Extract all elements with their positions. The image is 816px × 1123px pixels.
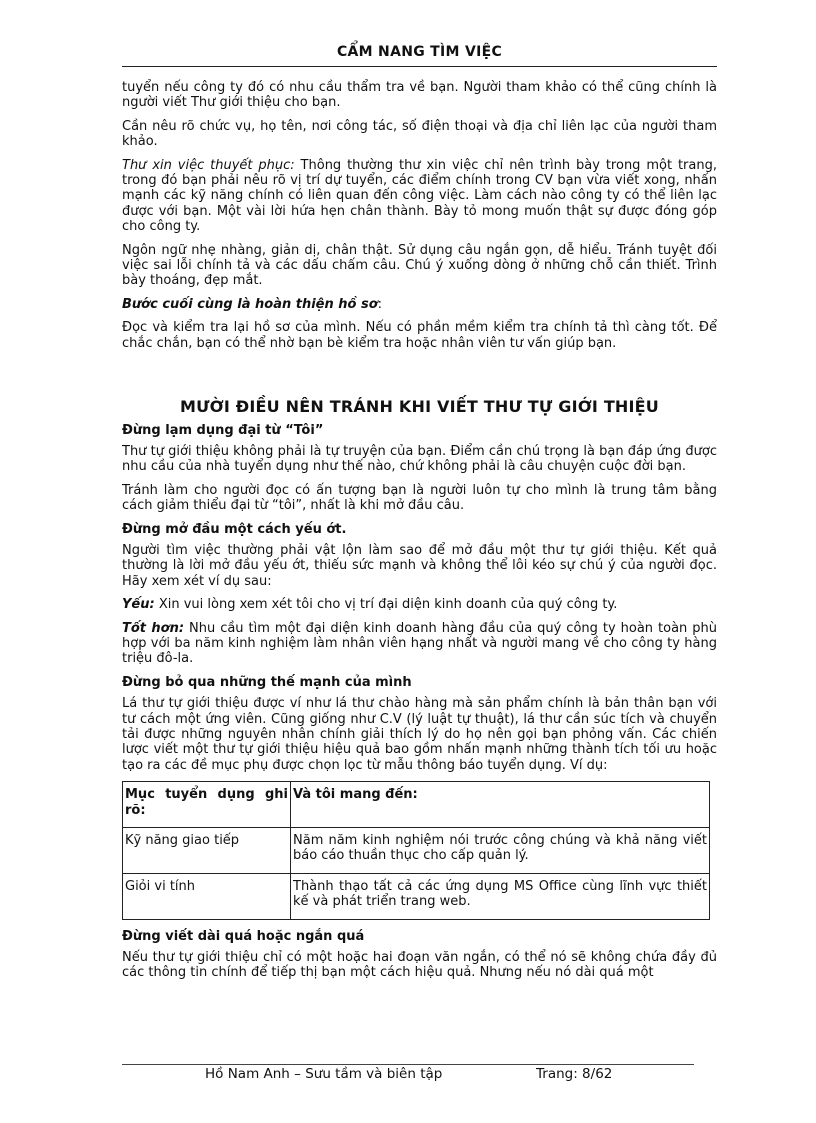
intro-paragraph-1: tuyển nếu công ty đó có nhu cầu thẩm tra về bạn. Người tham khảo có thể cũng chính là người viết Thư giới thiệu cho bạn. — [122, 80, 717, 111]
subheading-2: Đừng mở đầu một cách yếu ớt. — [122, 521, 347, 537]
table-header-cell: Mục tuyển dụng ghi rõ: — [123, 782, 291, 828]
document-body — [122, 80, 717, 989]
table-row — [123, 828, 710, 874]
header-divider — [122, 66, 717, 67]
table-cell: Kỹ năng giao tiếp — [123, 828, 291, 874]
table-row — [123, 873, 710, 919]
weak-example — [122, 597, 717, 612]
footer-divider — [122, 1064, 694, 1065]
weak-label: Yếu: — [122, 597, 155, 613]
table-header-cell: Và tôi mang đến: — [291, 782, 710, 828]
subheading-4: Đừng viết dài quá hoặc ngắn quá — [122, 928, 365, 944]
section1-paragraph-1: Thư tự giới thiệu không phải là tự truyện của bạn. Điểm cần chú trọng là bạn đáp ứng được nhu cầu của nhà tuyển dụng như thế nào, chứ không phải là câu chuyện cuộc đời bạn. — [122, 443, 717, 475]
page-header-title: CẨM NANG TÌM VIỆC — [336, 44, 503, 60]
table-cell: Năm năm kinh nghiệm nói trước công chúng và khả năng viết báo cáo thuần thục cho cấp quản lý. — [291, 828, 710, 874]
intro-paragraph-4: Ngôn ngữ nhẹ nhàng, giản dị, chân thật. Sử dụng câu ngắn gọn, dễ hiểu. Tránh tuyệt đối việc sai lỗi chính tả và các dấu chấm câu. Chú ý xuống dòng ở những chỗ cần thiết. Trình bày thoáng, đẹp mắt. — [122, 242, 717, 289]
intro-paragraph-6: Đọc và kiểm tra lại hồ sơ của mình. Nếu có phần mềm kiểm tra chính tả thì càng tốt. Để chắc chắn, bạn có thể nhờ bạn bè kiểm tra hoặc nhân viên tư vấn giúp bạn. — [122, 320, 717, 351]
subheading-3: Đừng bỏ qua những thế mạnh của mình — [122, 674, 412, 690]
better-text: Nhu cầu tìm một đại diện kinh doanh hàng đầu của quý công ty hoàn toàn phù hợp với ba năm kinh nghiệm làm nhân viên hạng nhất và người mang về cho công ty hàng triệu đô-la. — [122, 620, 717, 667]
table-header-row — [123, 782, 710, 828]
better-label: Tốt hơn: — [122, 620, 185, 636]
section2-paragraph-1: Người tìm việc thường phải vật lộn làm sao để mở đầu một thư tự giới thiệu. Kết quả thường là lời mở đầu yếu ớt, thiếu sức mạnh và không thể lôi kéo sự chú ý của người đọc. Hãy xem xét ví dụ sau: — [122, 542, 717, 589]
final-step-heading — [122, 297, 717, 312]
table-cell: Giỏi vi tính — [123, 873, 291, 919]
page-number: Trang: 8/62 — [536, 1066, 613, 1082]
section1-paragraph-2: Tránh làm cho người đọc có ấn tượng bạn là người luôn tự cho mình là trung tâm bằng cách giảm thiểu đại từ “tôi”, nhất là khi mở đầu câu. — [122, 482, 717, 514]
intro-paragraph-3 — [122, 158, 717, 235]
example-table — [122, 781, 710, 919]
final-step-label: Bước cuối cùng là hoàn thiện hồ sơ — [122, 296, 378, 312]
section-spacer — [122, 359, 717, 399]
section3-paragraph-1: Lá thư tự giới thiệu được ví như lá thư chào hàng mà sản phẩm chính là bản thân bạn với tư cách một ứng viên. Cũng giống như C.V (lý luật tự thuật), lá thư cần súc tích và chuyển tải được những nguyên nhân chính giải thích lý do họ nên gọi bạn phỏng vấn. Các chiến lược viết một thư tự giới thiệu hiệu quả bao gồm nhấn mạnh những thành tích tối ưu hoặc tạo ra các đề mục phụ được chọn lọc từ mẫu thông báo tuyển dụng. Ví dụ: — [122, 696, 717, 773]
cover-letter-label: Thư xin việc thuyết phục: — [122, 157, 295, 173]
section4-paragraph-1: Nếu thư tự giới thiệu chỉ có một hoặc hai đoạn văn ngắn, có thể nó sẽ không chứa đầy đủ các thông tin chính để tiếp thị bạn một cách hiệu quả. Nhưng nếu nó dài quá một — [122, 950, 717, 981]
intro-paragraph-2: Cần nêu rõ chức vụ, họ tên, nơi công tác, số điện thoại và địa chỉ liên lạc của người tham khảo. — [122, 118, 717, 150]
final-step-colon: : — [377, 296, 383, 312]
section-title: MƯỜI ĐIỀU NÊN TRÁNH KHI VIẾT THƯ TỰ GIỚI THIỆU — [179, 397, 659, 417]
cover-letter-text: Thông thường thư xin việc chỉ nên trình bày trong một trang, trong đó bạn phải nêu rõ vị trí dự tuyển, các điểm chính trong CV bạn vừa viết xong, nhấn mạnh các kỹ năng chính có liên quan đến công việc. Làm cách nào công ty có thể liên lạc được với bạn. Một vài lời hứa hẹn chân thành. Bày tỏ mong muốn thật sự được đóng góp cho công ty. — [122, 157, 717, 235]
better-example — [122, 621, 717, 667]
subheading-1: Đừng lạm dụng đại từ “Tôi” — [122, 422, 324, 438]
footer-author: Hồ Nam Anh – Sưu tầm và biên tập — [205, 1066, 443, 1082]
weak-text: Xin vui lòng xem xét tôi cho vị trí đại diện kinh doanh của quý công ty. — [154, 597, 618, 613]
table-cell: Thành thạo tất cả các ứng dụng MS Office cùng lĩnh vực thiết kế và phát triển trang web. — [291, 873, 710, 919]
